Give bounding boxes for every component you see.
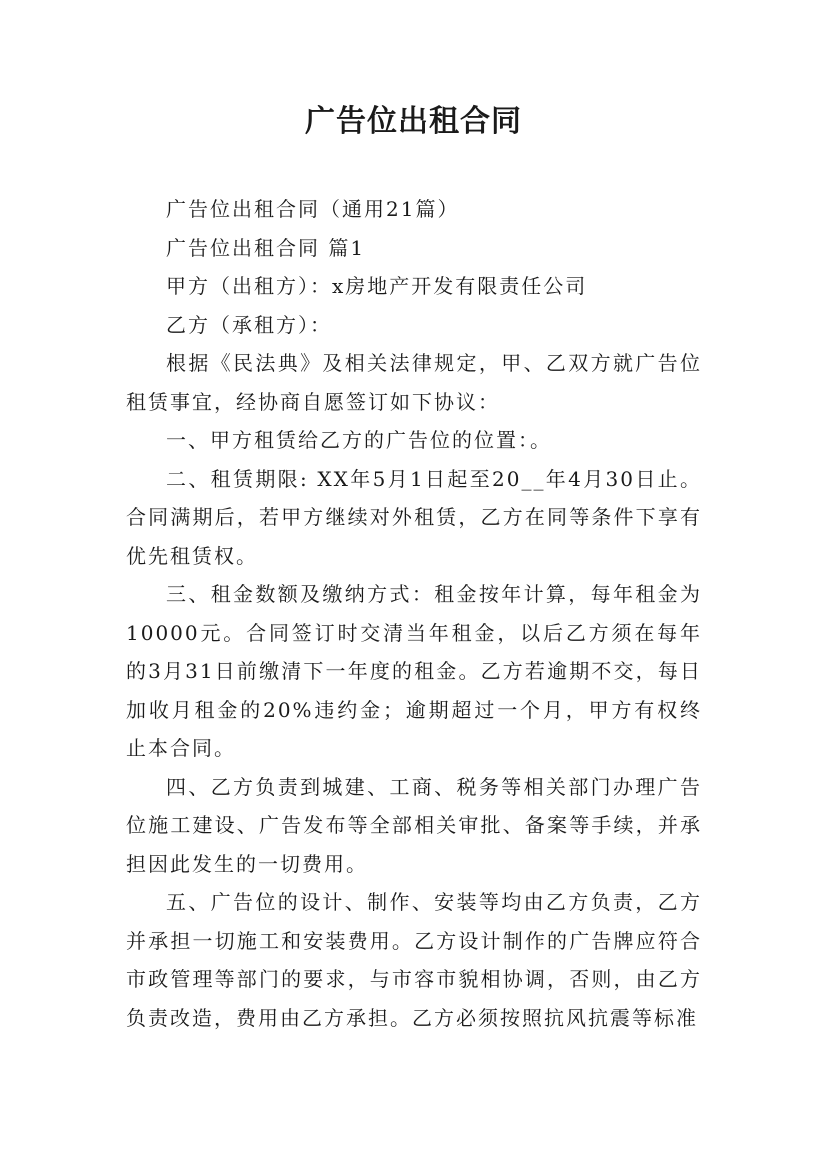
- paragraph-chapter-heading: 广告位出租合同 篇1: [166, 235, 366, 260]
- paragraph-party-a: 甲方（出租方）：x房地产开发有限责任公司: [166, 274, 588, 298]
- paragraph-clause-1: 一、甲方租赁给乙方的广告位的位置：。: [166, 428, 552, 452]
- paragraph-clause-3: 三、租金数额及缴纳方式：租金按年计算，每年租金为10000元。合同签订时交清当年租金，以后乙方须在每年的3月31日前缴清下一年度的租金。乙方若逾期不交，每日加收月租金的20%违约金；逾期超过一个月，甲方有权终止本合同。: [126, 582, 702, 760]
- paragraph-clause-2: 二、租赁期限: XX年5月1日起至20__年4月30日止。合同满期后，若甲方继续对外租赁，乙方在同等条件下享有优先租赁权。: [126, 466, 702, 568]
- paragraph-clause-5: 五、广告位的设计、制作、安装等均由乙方负责，乙方并承担一切施工和安装费用。乙方设计制作的广告牌应符合市政管理等部门的要求，与市容市貌相协调，否则，由乙方负责改造，费用由乙方承担。乙方必须按照抗风抗震等标准: [126, 890, 702, 1030]
- document-body: [126, 190, 702, 1037]
- paragraph-party-b: 乙方（承租方）：: [166, 312, 332, 337]
- document-title: 广告位出租合同: [305, 104, 522, 139]
- paragraph-preamble: 根据《民法典》及相关法律规定，甲、乙双方就广告位租赁事宜，经协商自愿签订如下协议：: [126, 351, 702, 414]
- paragraph-clause-4: 四、乙方负责到城建、工商、税务等相关部门办理广告位施工建设、广告发布等全部相关审批、备案等手续，并承担因此发生的一切费用。: [126, 774, 702, 876]
- paragraph-collection-title: 广告位出租合同（通用21篇）: [166, 197, 460, 221]
